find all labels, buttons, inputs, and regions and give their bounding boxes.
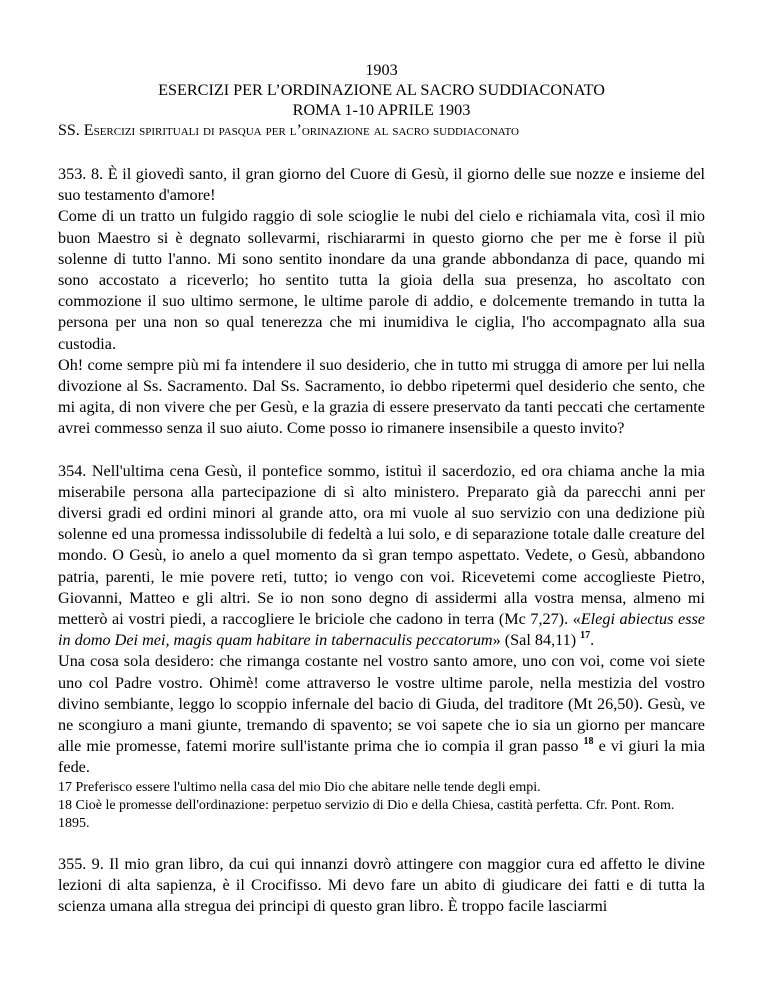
- paragraph-354-second-end: e vi giuri la mia fede.: [58, 737, 706, 777]
- footnote-17: 17 Preferisco essere l'ultimo nella casa del mio Dio che abitare nelle tende degli empi.: [58, 779, 541, 795]
- paragraph-353-closing: Oh! come sempre più mi fa intendere il suo desiderio, che in tutto mi strugga di amore per lui nella divozione al Ss. Sacramento. Dal Ss. Sacramento, io debbo ripetermi quel desiderio che sento, che mi agita, di non vivere che per Gesù, e la grazia di essere preservato da tanti peccati che certamente avrei commesso senza il suo aiuto. Come posso io rimanere insensibile a questo invito?: [58, 355, 705, 438]
- latin-quote: Elegi abiectus esse in domo Dei mei, magis quam habitare in tabernaculis peccatorum: [58, 610, 705, 650]
- document-subtitle: SS. Esercizi spirituali di pasqua per l’orinazione al sacro suddiaconato: [58, 122, 519, 139]
- paragraph-354-citation: » (Sal 84,11): [492, 631, 577, 650]
- footnote-ref-17[interactable]: 17: [580, 630, 591, 642]
- paragraph-354: [58, 461, 705, 652]
- section-gap: [58, 833, 705, 854]
- paragraph-353-body: Come di un tratto un fulgido raggio di sole scioglie le nubi del cielo e richiamala vita, così il mio buon Maestro si è degnato sollevarmi, rischiararmi in questo giorno che per me è forse il più solenne di tutto l'anno. Mi sono sentito inondare da una grande abbondanza di pace, quando mi sono accostato a riceverlo; ho sentito tutta la gioia della sua presenza, ho ascoltato con commozione il suo ultimo sermone, le ultime parole di addio, e dolcemente tremando in tutta la persona per una non so qual tenerezza che mi inumidiva le ciglia, l'ho accompagnato alla sua custodia.: [58, 207, 705, 353]
- header-place-date: ROMA 1-10 APRILE 1903: [292, 101, 471, 119]
- paragraph-354-second: [58, 651, 705, 778]
- header-title: ESERCIZI PER L’ORDINAZIONE AL SACRO SUDDIACONATO: [158, 81, 605, 99]
- footnote-18: 18 Cioè le promesse dell'ordinazione: perpetuo servizio di Dio e della Chiesa, castità perfetta. Cfr. Pont. Rom. 1895.: [58, 797, 675, 831]
- paragraph-353-intro: 353. 8. È il giovedì santo, il gran giorno del Cuore di Gesù, il giorno delle sue nozze e insieme del suo testamento d'amore!: [58, 165, 705, 205]
- paragraph-354-text: 354. Nell'ultima cena Gesù, il pontefice sommo, istituì il sacerdozio, ed ora chiama anche la mia miserabile persona alla partecipazione di sì alto ministero. Preparato già da parecchi anni per diversi gradi ed ordini minori al grande atto, ora mi vuole al suo servizio con una dedizione più solenne ed una promessa indissolubile di fedeltà a lui solo, e di separazione totale dalle creature del mondo. O Gesù, io anelo a quel momento da sì gran tempo aspettato. Vedete, o Gesù, abbandono patria, parenti, le mie povere reti, tutto; io vengo con voi. Ricevetemi come accoglieste Pietro, Giovanni, Matteo e gli altri. Se io non sono degno di assidermi alla vostra mensa, almeno mi metterò ai vostri piedi, a raccogliere le briciole che cadono in terra (Mc 7,27). «: [58, 461, 705, 629]
- section-gap: [58, 440, 705, 461]
- paragraph-355: 355. 9. Il mio gran libro, da cui qui innanzi dovrò attingere con maggior cura ed affetto le divine lezioni di alta sapienza, è il Crocifisso. Mi devo fare un abito di giudicare dei fatti e di tutta la scienza umana alla stregua dei principi di questo gran libro. È troppo facile lasciarmi: [58, 854, 705, 916]
- footnote-ref-18[interactable]: 18: [583, 736, 594, 748]
- paragraph-354-second-text: Una cosa sola desidero: che rimanga costante nel vostro santo amore, uno con voi, come voi siete uno col Padre vostro. Ohimè! come attraverso le vostre ultime parole, nella mestizia del vostro divino sembiante, leggo lo scoppio infernale del bacio di Giuda, del traditore (Mt 26,50). Gesù, ve ne scongiuro a mani giunte, tremando di spavento; se voi sapete che io sia un giorno per mancare alle mie promesse, fatemi morire sull'istante prima che io compia il gran passo: [58, 652, 705, 756]
- document-header: [58, 60, 705, 120]
- paragraph-354-end: .: [590, 631, 595, 650]
- header-year: 1903: [365, 61, 398, 79]
- footnotes: [58, 779, 705, 833]
